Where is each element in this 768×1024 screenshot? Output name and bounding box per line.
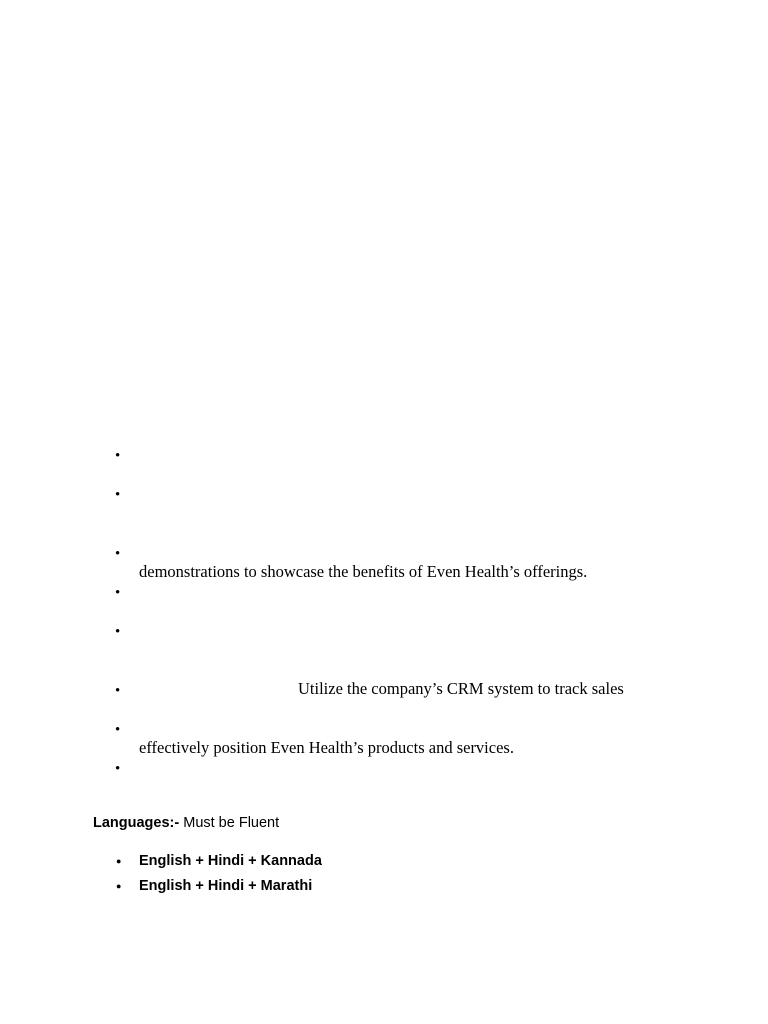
language-option: English + Hindi + Marathi bbox=[139, 878, 313, 894]
bullet-marker bbox=[115, 761, 123, 777]
responsibility-text: demonstrations to showcase the benefits of Even Health’s offerings. bbox=[139, 562, 588, 581]
bullet-marker bbox=[116, 876, 124, 896]
bullet-marker bbox=[115, 683, 123, 699]
language-option: English + Hindi + Kannada bbox=[139, 853, 322, 869]
bullet-marker bbox=[116, 851, 124, 871]
bullet-marker bbox=[115, 722, 123, 738]
bullet-marker bbox=[115, 448, 123, 464]
bullet-marker bbox=[115, 546, 123, 562]
languages-requirement: Must be Fluent bbox=[183, 815, 280, 831]
responsibility-text: effectively position Even Health’s products and services. bbox=[139, 738, 514, 757]
bullet-marker bbox=[115, 585, 123, 601]
bullet-marker bbox=[115, 487, 123, 503]
languages-heading bbox=[93, 813, 279, 833]
languages-label: Languages:- bbox=[93, 815, 180, 831]
responsibility-text: Utilize the company’s CRM system to track sales bbox=[298, 679, 624, 698]
bullet-marker bbox=[115, 624, 123, 640]
